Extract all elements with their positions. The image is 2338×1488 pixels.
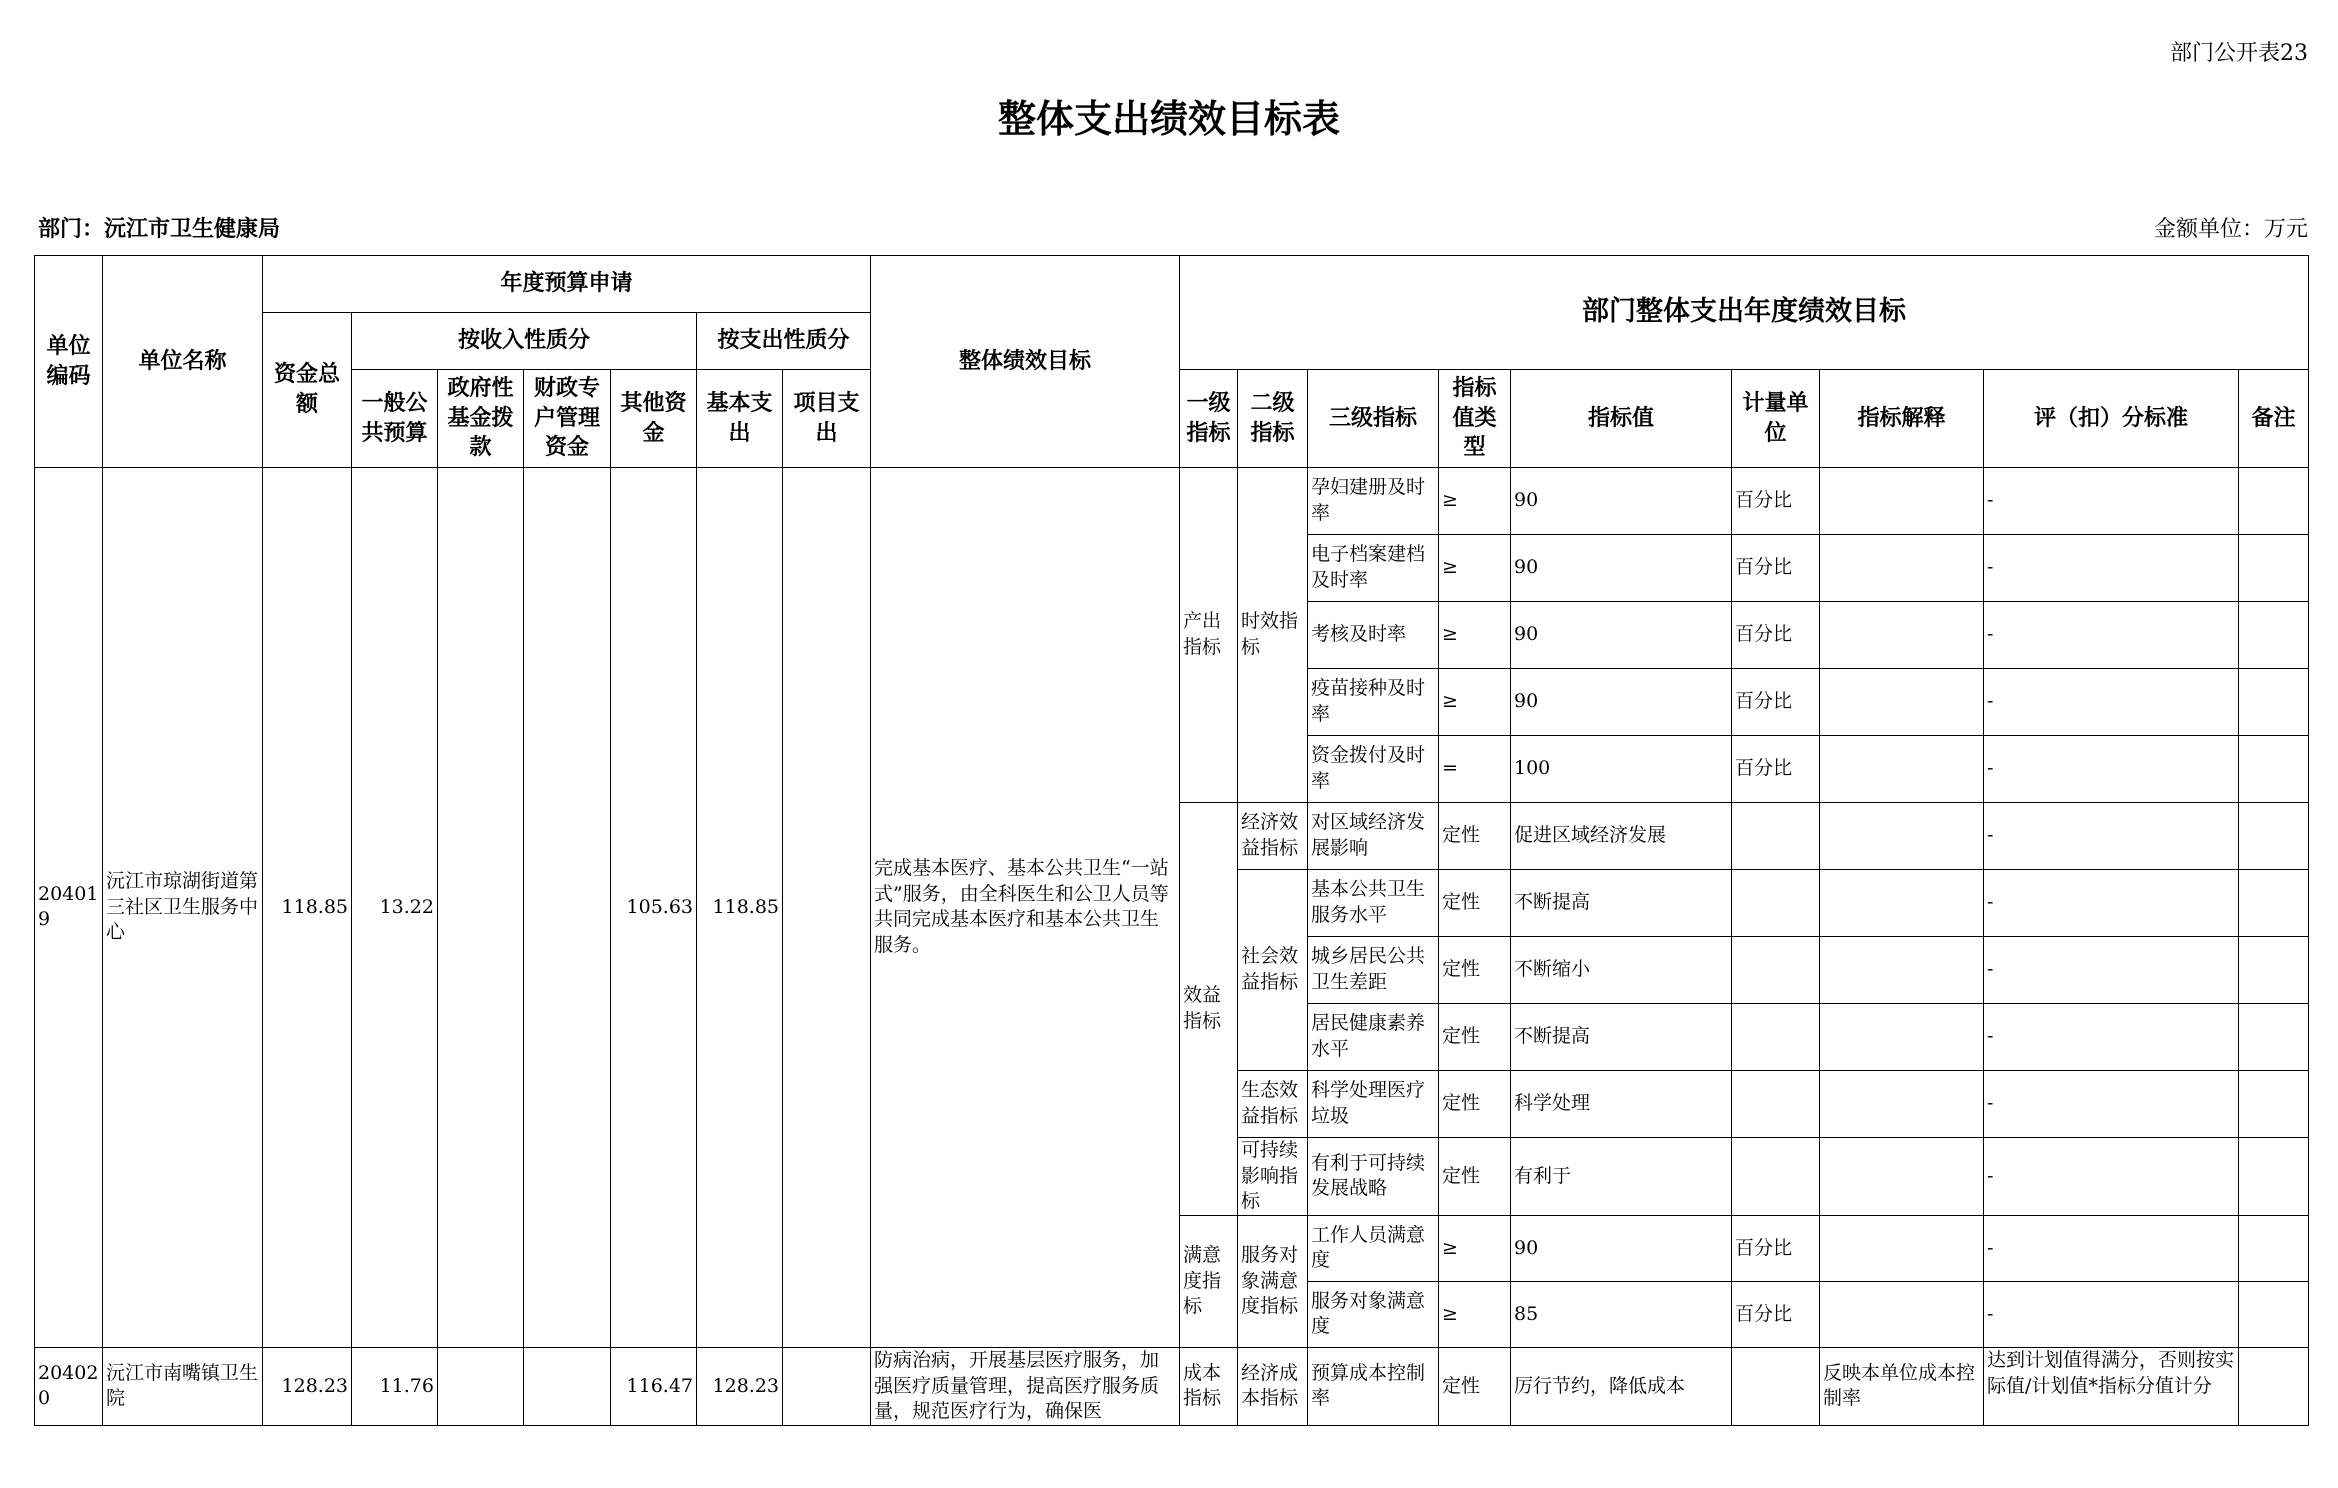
remark-cell [2239,1004,2309,1071]
lvl3-cell: 孕妇建册及时率 [1308,468,1439,535]
value-type-cell: 定性 [1439,1347,1511,1425]
lvl3-cell: 疫苗接种及时率 [1308,669,1439,736]
value-cell: 90 [1511,669,1732,736]
header-unit: 计量单位 [1732,370,1820,468]
unit-basic-exp: 118.85 [697,468,783,1348]
department-label: 部门：沅江市卫生健康局 [38,216,281,242]
header-by-expense: 按支出性质分 [697,313,871,370]
remark-cell [2239,736,2309,803]
score-cell: - [1984,1138,2239,1216]
unit-cell: 百分比 [1732,1215,1820,1281]
remark-cell [2239,870,2309,937]
value-cell: 促进区域经济发展 [1511,803,1732,870]
header-special-fund: 财政专户管理资金 [524,370,611,468]
lvl1-satisfaction: 满意度指标 [1180,1215,1238,1347]
header-name: 单位名称 [103,256,263,468]
unit-project-exp [783,1347,871,1425]
lvl1-benefit: 效益指标 [1180,803,1238,1216]
remark-cell [2239,1215,2309,1281]
explain-cell [1820,669,1984,736]
score-cell: - [1984,669,2239,736]
unit-cell: 百分比 [1732,736,1820,803]
value-type-cell: ≥ [1439,669,1511,736]
lvl3-cell: 工作人员满意度 [1308,1215,1439,1281]
unit-cell [1732,937,1820,1004]
remark-cell [2239,1138,2309,1216]
score-cell: 达到计划值得满分，否则按实际值/计划值*指标分值计分 [1984,1347,2239,1425]
value-cell: 有利于 [1511,1138,1732,1216]
header-explain: 指标解释 [1820,370,1984,468]
value-cell: 不断提高 [1511,870,1732,937]
lvl3-cell: 考核及时率 [1308,602,1439,669]
header-general-budget: 一般公共预算 [352,370,438,468]
value-cell: 90 [1511,468,1732,535]
lvl3-cell: 城乡居民公共卫生差距 [1308,937,1439,1004]
explain-cell [1820,1071,1984,1138]
unit-goal: 完成基本医疗、基本公共卫生“一站式”服务，由全科医生和公卫人员等共同完成基本医疗和基本公共卫生服务。 [871,468,1180,1348]
lvl1-cost: 成本指标 [1180,1347,1238,1425]
explain-cell [1820,736,1984,803]
header-value: 指标值 [1511,370,1732,468]
unit-special-fund [524,468,611,1348]
lvl2-ecological: 生态效益指标 [1238,1071,1308,1138]
remark-cell [2239,468,2309,535]
score-cell: - [1984,870,2239,937]
value-type-cell: 定性 [1439,1138,1511,1216]
value-type-cell: = [1439,736,1511,803]
unit-project-exp [783,468,871,1348]
unit-gov-fund [438,468,524,1348]
lvl2-service-satisfaction: 服务对象满意度指标 [1238,1215,1308,1347]
value-cell: 不断缩小 [1511,937,1732,1004]
remark-cell [2239,669,2309,736]
score-cell: - [1984,803,2239,870]
explain-cell: 反映本单位成本控制率 [1820,1347,1984,1425]
unit-cell [1732,803,1820,870]
explain-cell [1820,602,1984,669]
explain-cell [1820,937,1984,1004]
unit-cell: 百分比 [1732,669,1820,736]
unit-cell [1732,1347,1820,1425]
page-title: 整体支出绩效目标表 [997,97,1340,141]
remark-cell [2239,602,2309,669]
unit-special-fund [524,1347,611,1425]
header-project-exp: 项目支出 [783,370,871,468]
unit-total: 118.85 [263,468,352,1348]
value-type-cell: ≥ [1439,1215,1511,1281]
header-total: 资金总额 [263,313,352,468]
lvl2-social: 社会效益指标 [1238,870,1308,1071]
value-type-cell: ≥ [1439,468,1511,535]
remark-cell [2239,1281,2309,1347]
lvl3-cell: 对区域经济发展影响 [1308,803,1439,870]
lvl3-cell: 居民健康素养水平 [1308,1004,1439,1071]
lvl2-economic: 经济效益指标 [1238,803,1308,870]
header-other-fund: 其他资金 [611,370,697,468]
value-type-cell: 定性 [1439,1071,1511,1138]
unit-cell: 百分比 [1732,535,1820,602]
explain-cell [1820,870,1984,937]
unit-cell: 百分比 [1732,468,1820,535]
unit-goal: 防病治病，开展基层医疗服务，加强医疗质量管理，提高医疗服务质量，规范医疗行为，确保医 [871,1347,1180,1425]
lvl3-cell: 基本公共卫生服务水平 [1308,870,1439,937]
score-cell: - [1984,468,2239,535]
lvl2-timeliness: 时效指标 [1238,468,1308,803]
value-type-cell: 定性 [1439,937,1511,1004]
unit-cell: 百分比 [1732,1281,1820,1347]
value-cell: 90 [1511,602,1732,669]
unit-cell [1732,1071,1820,1138]
explain-cell [1820,1281,1984,1347]
value-cell: 科学处理 [1511,1071,1732,1138]
unit-other-fund: 105.63 [611,468,697,1348]
lvl1-output: 产出指标 [1180,468,1238,803]
lvl2-sustain: 可持续影响指标 [1238,1138,1308,1216]
score-cell: - [1984,1004,2239,1071]
value-type-cell: ≥ [1439,602,1511,669]
header-by-income: 按收入性质分 [352,313,697,370]
table-row [35,1347,2309,1425]
table-number-label: 部门公开表23 [2170,41,2308,66]
unit-total: 128.23 [263,1347,352,1425]
remark-cell [2239,937,2309,1004]
header-overall-goal: 整体绩效目标 [871,256,1180,468]
score-cell: - [1984,937,2239,1004]
value-cell: 不断提高 [1511,1004,1732,1071]
unit-other-fund: 116.47 [611,1347,697,1425]
unit-name: 沅江市琼湖街道第三社区卫生服务中心 [103,468,263,1348]
unit-code: 204019 [35,468,103,1348]
unit-basic-exp: 128.23 [697,1347,783,1425]
table-row [35,468,2309,535]
lvl3-cell: 预算成本控制率 [1308,1347,1439,1425]
explain-cell [1820,1215,1984,1281]
unit-gov-fund [438,1347,524,1425]
explain-cell [1820,468,1984,535]
lvl3-cell: 电子档案建档及时率 [1308,535,1439,602]
header-score: 评（扣）分标准 [1984,370,2239,468]
lvl3-cell: 科学处理医疗垃圾 [1308,1071,1439,1138]
value-cell: 90 [1511,1215,1732,1281]
header-annual-budget: 年度预算申请 [263,256,871,313]
unit-cell [1732,1004,1820,1071]
header-basic-exp: 基本支出 [697,370,783,468]
unit-cell: 百分比 [1732,602,1820,669]
score-cell: - [1984,1281,2239,1347]
remark-cell [2239,535,2309,602]
remark-cell [2239,1347,2309,1425]
header-value-type: 指标值类型 [1439,370,1511,468]
explain-cell [1820,803,1984,870]
unit-general-budget: 11.76 [352,1347,438,1425]
value-type-cell: ≥ [1439,535,1511,602]
header-remark: 备注 [2239,370,2309,468]
remark-cell [2239,803,2309,870]
explain-cell [1820,1004,1984,1071]
value-type-cell: 定性 [1439,803,1511,870]
lvl3-cell: 有利于可持续发展战略 [1308,1138,1439,1216]
lvl3-cell: 服务对象满意度 [1308,1281,1439,1347]
value-cell: 100 [1511,736,1732,803]
header-code: 单位编码 [35,256,103,468]
explain-cell [1820,1138,1984,1216]
score-cell: - [1984,535,2239,602]
remark-cell [2239,1071,2309,1138]
unit-general-budget: 13.22 [352,468,438,1348]
score-cell: - [1984,1215,2239,1281]
value-cell: 90 [1511,535,1732,602]
explain-cell [1820,535,1984,602]
header-lvl3: 三级指标 [1308,370,1439,468]
value-cell: 厉行节约，降低成本 [1511,1347,1732,1425]
unit-name: 沅江市南嘴镇卫生院 [103,1347,263,1425]
unit-cell [1732,870,1820,937]
header-lvl1: 一级指标 [1180,370,1238,468]
lvl2-economic-cost: 经济成本指标 [1238,1347,1308,1425]
currency-unit-label: 金额单位：万元 [2153,217,2308,242]
header-dept-goal: 部门整体支出年度绩效目标 [1180,256,2309,370]
value-type-cell: 定性 [1439,1004,1511,1071]
value-cell: 85 [1511,1281,1732,1347]
header-lvl2: 二级指标 [1238,370,1308,468]
unit-cell [1732,1138,1820,1216]
lvl3-cell: 资金拨付及时率 [1308,736,1439,803]
header-gov-fund: 政府性基金拨款 [438,370,524,468]
performance-table [34,255,2309,1426]
score-cell: - [1984,602,2239,669]
unit-code: 204020 [35,1347,103,1425]
value-type-cell: ≥ [1439,1281,1511,1347]
value-type-cell: 定性 [1439,870,1511,937]
score-cell: - [1984,1071,2239,1138]
score-cell: - [1984,736,2239,803]
